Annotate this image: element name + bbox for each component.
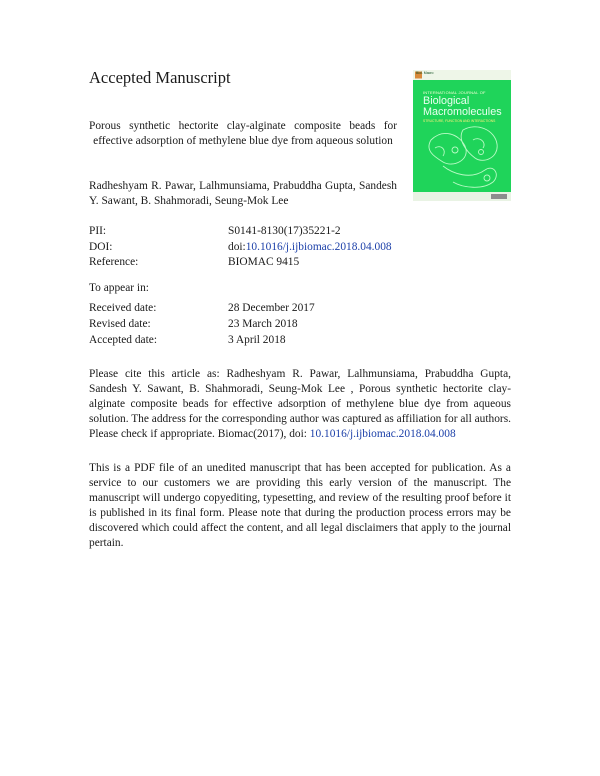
cover-subtitle: STRUCTURE, FUNCTION AND INTERACTIONS: [423, 119, 496, 123]
doi-value: [228, 241, 392, 253]
cover-journal-title: [423, 96, 502, 118]
pii-label: PII:: [89, 225, 107, 237]
accepted-value: 3 April 2018: [228, 334, 286, 346]
pii-value: S0141-8130(17)35221-2: [228, 225, 341, 237]
cover-super-title: INTERNATIONAL JOURNAL OF: [423, 90, 486, 95]
manuscript-notice: This is a PDF file of an unedited manuscript that has been accepted for publication. As a service to our customers we are providing this early version of the manuscript. The manuscript will undergo copyediting, typesetting, and review of the resulting proof before it is published in its final form. Please note that during the production process errors may be discovered which could affect the content, and all legal disclaimers that apply to the journal pertain.: [89, 462, 511, 549]
cover-title-line-1: Biological: [423, 95, 470, 107]
cover-title-line-2: Macromolecules: [423, 106, 502, 118]
accepted-label: Accepted date:: [89, 334, 157, 346]
received-label: Received date:: [89, 302, 157, 314]
reference-value: BIOMAC 9415: [228, 256, 300, 268]
citation-paragraph: [89, 367, 511, 442]
received-value: 28 December 2017: [228, 302, 315, 314]
journal-cover: [413, 70, 511, 201]
reference-label: Reference:: [89, 256, 139, 268]
doi-label: DOI:: [89, 241, 113, 253]
citation-text: Please cite this article as: Radheshyam R. Pawar, Lalhmunsiama, Prabuddha Gupta, Sandesh Y. Sawant, B. Shahmoradi, Seung-Mok Lee , Porous synthetic hectorite clay-alginate composite beads for effective adsorption of methylene blue dye from aqueous solution. The address for the corresponding author was captured as affiliation for all authors. Please check if appropriate. Biomac(2017), doi:: [89, 368, 511, 440]
to-appear-label: To appear in:: [89, 282, 149, 294]
doi-link[interactable]: 10.1016/j.ijbiomac.2018.04.008: [245, 241, 392, 253]
citation-doi-link[interactable]: 10.1016/j.ijbiomac.2018.04.008: [309, 428, 456, 440]
doi-prefix: doi:: [228, 241, 246, 253]
revised-label: Revised date:: [89, 318, 151, 330]
author-list: Radheshyam R. Pawar, Lalhmunsiama, Prabuddha Gupta, Sandesh Y. Sawant, B. Shahmoradi, Seung-Mok Lee: [89, 180, 397, 207]
page-heading: Accepted Manuscript: [89, 68, 231, 87]
article-title: Porous synthetic hectorite clay-alginate composite beads for effective adsorption of methylene blue dye from aqueous solution: [89, 120, 397, 147]
revised-value: 23 March 2018: [228, 318, 298, 330]
cover-top-label: Biol. Macro: [416, 71, 434, 75]
